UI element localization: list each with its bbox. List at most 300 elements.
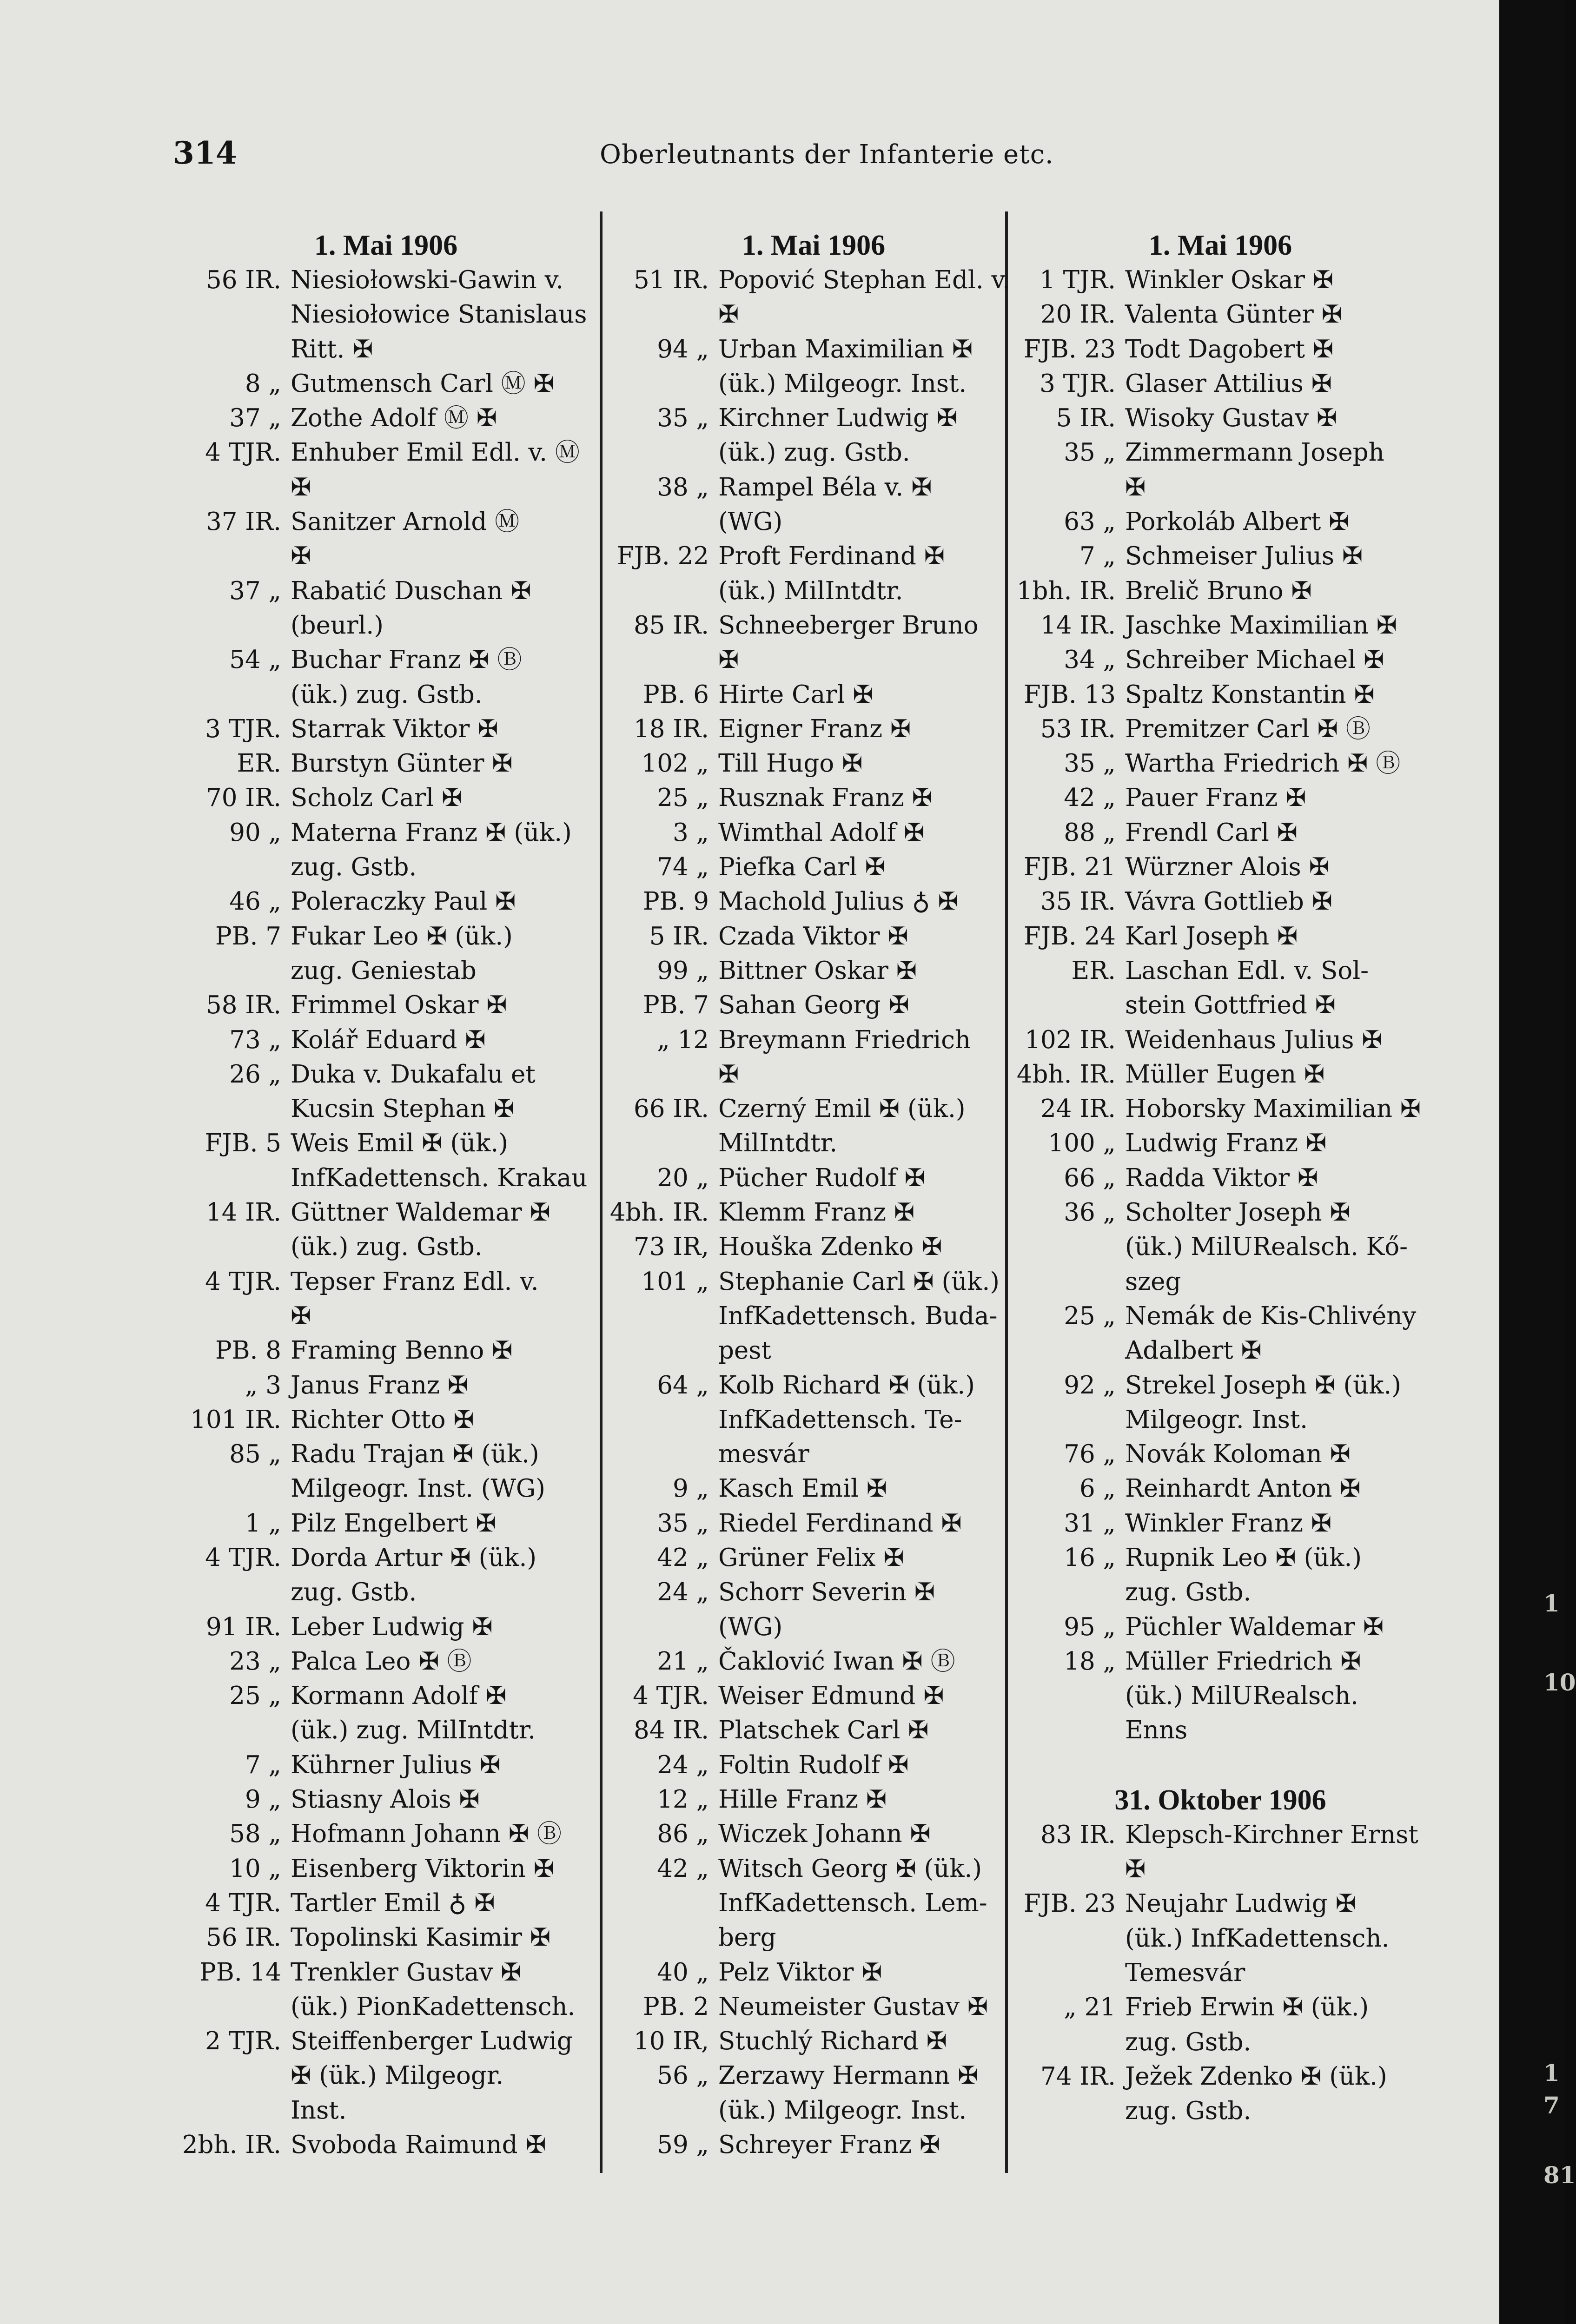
entry-line [177,1334,595,1368]
officer-entry: Würzner Alois ✠ [1125,853,1330,882]
entry-line [604,1644,1023,1679]
entry-line [177,919,595,954]
column-heading: 1. Mai 1906 [314,230,458,261]
officer-entry: Pelz Viktor ✠ [718,1958,882,1987]
officer-entry: Trenkler Gustav ✠ [291,1958,522,1987]
regiment-ref: 14 IR. [206,1198,281,1227]
officer-entry: Güttner Waldemar ✠ [291,1198,550,1227]
regiment-ref: 76 „ [1064,1440,1116,1469]
officer-entry: Rampel Béla v. ✠ [718,473,932,502]
entry-line [1011,643,1430,677]
officer-entry: Klepsch-Kirchner Ernst [1125,1820,1418,1849]
entry-line [1011,1403,1430,1437]
entry-line [177,1541,595,1575]
officer-entry: Ježek Zdenko ✠ (ük.) [1125,2062,1387,2091]
officer-entry: Kasch Emil ✠ [718,1474,887,1503]
entry-line [177,401,595,436]
officer-entry: Houška Zdenko ✠ [718,1233,942,1261]
officer-entry: pest [718,1336,771,1365]
officer-entry: Reinhardt Anton ✠ [1125,1474,1361,1503]
officer-entry: berg [718,1923,776,1952]
entry-line [604,1126,1023,1161]
entry-line [604,574,1023,608]
officer-entry: Weis Emil ✠ (ük.) [291,1129,508,1158]
entry-line [1011,988,1430,1023]
officer-entry: Hirte Carl ✠ [718,680,874,709]
entry-line [604,608,1023,643]
regiment-ref: 8 „ [245,369,281,398]
entry-line [177,2128,595,2162]
officer-entry: Hoborsky Maximilian ✠ [1125,1095,1421,1123]
regiment-ref: 42 „ [657,1543,709,1572]
regiment-ref: 74 IR. [1040,2062,1116,2091]
entry-line [604,1506,1023,1541]
entry-line [1011,954,1430,988]
officer-entry: Wiczek Johann ✠ [718,1820,931,1849]
regiment-ref: 5 IR. [649,922,709,951]
regiment-ref: 9 „ [672,1474,709,1503]
entry-line [604,1921,1023,1955]
regiment-ref: 42 „ [1064,784,1116,812]
officer-entry: Radda Viktor ✠ [1125,1163,1318,1192]
officer-entry: zug. Geniestab [291,956,477,985]
entry-line [604,1575,1023,1610]
entry-line [1011,2094,1430,2128]
officer-entry: Janus Franz ✠ [291,1371,469,1400]
entry-line [177,1852,595,1886]
officer-entry: (ük.) Milgeogr. Inst. [718,369,967,398]
regiment-ref: FJB. 24 [1023,922,1116,951]
regiment-ref: 25 „ [657,784,709,812]
entry-line [604,1368,1023,1403]
regiment-ref: 42 „ [657,1854,709,1883]
regiment-ref: 95 „ [1064,1612,1116,1641]
entry-line [177,2059,595,2093]
entry-line [177,1644,595,1679]
regiment-ref: ER. [1071,956,1116,985]
officer-entry: Eisenberg Viktorin ✠ [291,1854,555,1883]
officer-entry: Breymann Friedrich [718,1025,971,1054]
officer-entry: Todt Dagobert ✠ [1125,335,1334,363]
officer-entry: Scholter Joseph ✠ [1125,1198,1351,1227]
entry-line [1011,678,1430,712]
officer-entry: Frimmel Oskar ✠ [291,991,507,1020]
entry-line [604,1265,1023,1299]
entry-line [177,1437,595,1472]
entry-line [177,1057,595,1092]
entry-line [177,1610,595,1644]
entry-line [1011,1195,1430,1230]
regiment-ref: 20 IR. [1040,300,1116,329]
entry-line [1011,816,1430,850]
officer-entry: Riedel Ferdinand ✠ [718,1509,962,1538]
entry-line [177,332,595,367]
officer-entry: (ük.) zug. Gstb. [291,1233,483,1261]
entry-line [177,1783,595,1817]
officer-entry: Dorda Artur ✠ (ük.) [291,1543,537,1572]
officer-entry: Zothe Adolf Ⓜ ✠ [291,404,497,433]
entry-line [1011,401,1430,436]
officer-entry: (ük.) Milgeogr. Inst. [718,2096,967,2125]
officer-entry: Czada Viktor ✠ [718,922,908,951]
entry-line [604,367,1023,401]
officer-entry: Porkoláb Albert ✠ [1125,508,1350,536]
entry-line [604,505,1023,539]
officer-entry: Enhuber Emil Edl. v. Ⓜ [291,438,580,467]
regiment-ref: 56 IR. [206,266,281,294]
entry-line [1011,919,1430,954]
regiment-ref: PB. 7 [215,922,281,951]
regiment-ref: 37 „ [229,404,281,433]
officer-entry: Pücher Rudolf ✠ [718,1163,925,1192]
entry-line [604,1057,1023,1092]
regiment-ref: 85 IR. [634,611,709,640]
entry-line [1011,574,1430,608]
officer-entry: ✠ [718,1060,739,1089]
officer-entry: Frendl Carl ✠ [1125,818,1298,847]
entry-line [1011,1023,1430,1057]
officer-entry: Burstyn Günter ✠ [291,749,513,778]
entry-line [1011,505,1430,539]
entry-line [1011,297,1430,332]
officer-entry: mesvár [718,1440,809,1469]
officer-entry: Kolář Eduard ✠ [291,1025,486,1054]
entry-line [604,1195,1023,1230]
officer-entry: Klemm Franz ✠ [718,1198,915,1227]
entry-line [1011,263,1430,297]
entry-line [177,1368,595,1403]
officer-entry: Hofmann Johann ✠ Ⓑ [291,1820,562,1849]
officer-entry: Schneeberger Bruno [718,611,979,640]
officer-entry: (WG) [718,508,783,536]
entry-line [177,1506,595,1541]
regiment-ref: 24 „ [657,1750,709,1779]
officer-entry: Adalbert ✠ [1125,1336,1262,1365]
officer-entry: Rusznak Franz ✠ [718,784,933,812]
regiment-ref: FJB. 23 [1023,1889,1116,1918]
entry-line [604,1299,1023,1334]
entry-line [604,678,1023,712]
entry-line [177,1955,595,1990]
officer-entry: Eigner Franz ✠ [718,714,911,743]
officer-entry: (ük.) InfKadettensch. [1125,1924,1390,1953]
regiment-ref: 74 „ [657,853,709,882]
entry-line [177,1886,595,1921]
regiment-ref: PB. 14 [199,1958,281,1987]
officer-entry: Topolinski Kasimir ✠ [291,1923,551,1952]
entry-line [177,678,595,712]
officer-entry: Niesiołowice Stanislaus [291,300,587,329]
entry-line [1011,1956,1430,1990]
officer-entry: ✠ [1125,1855,1146,1884]
entry-line [1011,1092,1430,1126]
regiment-ref: FJB. 5 [205,1129,281,1158]
regiment-ref: 1 „ [245,1509,281,1538]
regiment-ref: 2 TJR. [205,2027,281,2056]
entry-line [177,816,595,850]
regiment-ref: 85 „ [229,1440,281,1469]
regiment-ref: PB. 8 [215,1336,281,1365]
column-divider [600,211,603,2173]
entry-line [1011,1161,1430,1195]
entry-line [1011,1506,1430,1541]
entry-line [1011,470,1430,505]
regiment-ref: 25 „ [229,1682,281,1710]
regiment-ref: 37 „ [229,576,281,605]
officer-entry: Sanitzer Arnold Ⓜ [291,508,520,536]
entry-line [1011,1437,1430,1472]
entry-line [177,1403,595,1437]
officer-entry: Richter Otto ✠ [291,1405,474,1434]
entry-line [177,1126,595,1161]
regiment-ref: 6 „ [1079,1474,1116,1503]
entry-line [604,263,1023,297]
officer-entry: Radu Trajan ✠ (ük.) [291,1440,539,1469]
officer-entry: Foltin Rudolf ✠ [718,1750,909,1779]
page-number: 314 [173,135,237,171]
officer-entry: InfKadettensch. Lem- [718,1888,987,1917]
entry-line [177,712,595,746]
entry-line [177,367,595,401]
entry-line [604,2024,1023,2059]
regiment-ref: 73 IR, [634,1233,709,1261]
entry-line [177,470,595,505]
regiment-ref: 35 „ [1064,749,1116,778]
entry-line [1011,2025,1430,2060]
officer-entry: Popović Stephan Edl. v. [718,266,1011,294]
officer-entry: Stiasny Alois ✠ [291,1785,480,1814]
regiment-ref: 14 IR. [1040,611,1116,640]
regiment-ref: 56 IR. [206,1923,281,1952]
regiment-ref: 18 „ [1064,1647,1116,1676]
officer-entry: Proft Ferdinand ✠ [718,542,945,571]
officer-entry: Kucsin Stephan ✠ [291,1095,515,1123]
column-heading: 1. Mai 1906 [1148,230,1292,261]
entry-line [604,954,1023,988]
adjacent-page-number: 1 [1543,1590,1560,1617]
officer-entry: InfKadettensch. Te- [718,1405,962,1434]
officer-entry: Tartler Emil ♁ ✠ [291,1888,495,1917]
regiment-ref: FJB. 13 [1023,680,1116,709]
officer-entry: Neujahr Ludwig ✠ [1125,1889,1356,1918]
officer-entry: Schmeiser Julius ✠ [1125,542,1363,571]
officer-entry: Laschan Edl. v. Sol- [1125,956,1369,985]
officer-entry: Fukar Leo ✠ (ük.) [291,922,513,951]
officer-entry: Premitzer Carl ✠ Ⓑ [1125,714,1371,743]
entry-line [1011,539,1430,574]
regiment-ref: 12 „ [657,1785,709,1814]
entry-line [1011,332,1430,367]
entry-line [604,2128,1023,2162]
officer-entry: Inst. [291,2096,347,2125]
scan-edge [1499,0,1565,2324]
regiment-ref: 36 „ [1064,1198,1116,1227]
regiment-ref: 24 „ [657,1578,709,1607]
entry-line [177,746,595,781]
officer-entry: Grüner Felix ✠ [718,1543,904,1572]
regiment-ref: 7 „ [245,1750,281,1779]
regiment-ref: PB. 7 [642,991,709,1020]
officer-entry: Wimthal Adolf ✠ [718,818,925,847]
regiment-ref: 56 „ [657,2061,709,2090]
entry-line [1011,1921,1430,1956]
regiment-ref: 4 TJR. [205,438,281,467]
regiment-ref: 21 „ [657,1647,709,1676]
officer-entry: Karl Joseph ✠ [1125,922,1298,951]
regiment-ref: 66 IR. [634,1095,709,1123]
officer-entry: Urban Maximilian ✠ [718,335,973,363]
regiment-ref: 20 „ [657,1163,709,1192]
entry-line [177,954,595,988]
entry-line [604,746,1023,781]
officer-entry: Milgeogr. Inst. [1125,1405,1308,1434]
entry-line [604,539,1023,574]
regiment-ref: 16 „ [1064,1543,1116,1572]
officer-entry: szeg [1125,1267,1181,1296]
entry-line [177,1023,595,1057]
entry-line [177,1299,595,1334]
officer-entry: Palca Leo ✠ Ⓑ [291,1647,472,1676]
entry-line [1011,1334,1430,1368]
entry-line [1011,712,1430,746]
column-2 [604,228,1023,2162]
officer-entry: InfKadettensch. Buda- [718,1301,998,1330]
entry-line [177,574,595,608]
regiment-ref: 18 IR. [634,714,709,743]
regiment-ref: 90 „ [229,818,281,847]
entry-line [604,332,1023,367]
officer-entry: Weiser Edmund ✠ [718,1682,944,1710]
regiment-ref: 3 TJR. [205,714,281,743]
entry-line [604,919,1023,954]
entry-line [604,1161,1023,1195]
entry-line [1011,2060,1430,2094]
entry-line [177,539,595,574]
regiment-ref: PB. 6 [642,680,709,709]
entry-line [177,1265,595,1299]
entry-line [1011,1679,1430,1713]
officer-entry: Jaschke Maximilian ✠ [1125,611,1397,640]
entry-line [604,816,1023,850]
regiment-ref: 3 „ [672,818,709,847]
regiment-ref: 54 „ [229,646,281,674]
regiment-ref: FJB. 22 [616,542,709,571]
entry-line [177,1161,595,1195]
officer-entry: Pauer Franz ✠ [1125,784,1306,812]
entry-line [604,1541,1023,1575]
regiment-ref: 4 TJR. [205,1888,281,1917]
regiment-ref: 86 „ [657,1820,709,1849]
entry-line [1011,781,1430,815]
officer-entry: Schreiber Michael ✠ [1125,646,1384,674]
officer-entry: Svoboda Raimund ✠ [291,2131,546,2159]
entry-line [1011,1265,1430,1299]
officer-entry: Milgeogr. Inst. (WG) [291,1474,545,1503]
regiment-ref: 51 IR. [634,266,709,294]
officer-entry: Sahan Georg ✠ [718,991,909,1020]
officer-entry: Kirchner Ludwig ✠ [718,404,958,433]
officer-entry: Schreyer Franz ✠ [718,2131,940,2159]
entry-line [1011,1230,1430,1264]
entry-line [177,1575,595,1610]
officer-entry: zug. Gstb. [291,1578,417,1607]
entry-line [604,1679,1023,1713]
entry-line [177,1990,595,2024]
regiment-ref: 24 IR. [1040,1095,1116,1123]
regiment-ref: 2bh. IR. [182,2131,281,2159]
regiment-ref: 4 TJR. [205,1543,281,1572]
regiment-ref: 91 IR. [206,1612,281,1641]
officer-entry: Rabatić Duschan ✠ [291,576,531,605]
regiment-ref: 64 „ [657,1371,709,1400]
entry-line [177,1748,595,1783]
adjacent-page-number: 7 [1543,2092,1560,2119]
officer-entry: Starrak Viktor ✠ [291,714,498,743]
regiment-ref: 73 „ [229,1025,281,1054]
officer-entry: Vávra Gottlieb ✠ [1125,887,1333,916]
regiment-ref: 94 „ [657,335,709,363]
officer-entry: Buchar Franz ✠ Ⓑ [291,646,522,674]
entry-line [604,885,1023,919]
officer-entry: Niesiołowski-Gawin v. [291,266,564,294]
adjacent-page-number: 81 [1543,2161,1576,2189]
regiment-ref: ER. [237,749,281,778]
entry-line [177,263,595,297]
officer-entry: Weidenhaus Julius ✠ [1125,1025,1383,1054]
regiment-ref: 101 „ [641,1267,709,1296]
entry-line [604,1852,1023,1886]
regiment-ref: 88 „ [1064,818,1116,847]
regiment-ref: 35 IR. [1040,887,1116,916]
officer-entry: zug. Gstb. [1125,2027,1252,2056]
regiment-ref: 38 „ [657,473,709,502]
regiment-ref: 26 „ [229,1060,281,1089]
officer-entry: Steiffenberger Ludwig [291,2027,573,2056]
entry-line [177,1817,595,1851]
officer-entry: Čaklović Iwan ✠ Ⓑ [718,1647,955,1676]
entry-line [1011,1472,1430,1506]
regiment-ref: 4 TJR. [633,1682,709,1710]
officer-entry: ✠ [1125,473,1146,502]
entry-line [604,1437,1023,1472]
regiment-ref: 34 „ [1064,646,1116,674]
officer-entry: Platschek Carl ✠ [718,1716,929,1745]
officer-entry: Materna Franz ✠ (ük.) [291,818,572,847]
officer-entry: ✠ [718,646,739,674]
entry-line [604,1713,1023,1748]
officer-entry: Tepser Franz Edl. v. [291,1267,539,1296]
entry-line [604,1472,1023,1506]
entry-line [177,1472,595,1506]
officer-entry: (ük.) PionKadettensch. [291,1992,576,2021]
entry-line [604,988,1023,1023]
officer-entry: Hille Franz ✠ [718,1785,887,1814]
officer-entry: Till Hugo ✠ [718,749,863,778]
officer-entry: Kolb Richard ✠ (ük.) [718,1371,975,1400]
entry-line [1011,367,1430,401]
regiment-ref: 1 TJR. [1040,266,1116,294]
regiment-ref: 31 „ [1064,1509,1116,1538]
column-3 [1011,228,1430,2128]
officer-entry: Spaltz Konstantin ✠ [1125,680,1375,709]
entry-line [1011,1818,1430,1852]
officer-entry: Stephanie Carl ✠ (ük.) [718,1267,1000,1296]
regiment-ref: 58 IR. [206,991,281,1020]
officer-entry: Scholz Carl ✠ [291,784,463,812]
regiment-ref: 66 „ [1064,1163,1116,1192]
section-heading: 31. Oktober 1906 [1114,1784,1326,1816]
regiment-ref: PB. 2 [642,1992,709,2021]
